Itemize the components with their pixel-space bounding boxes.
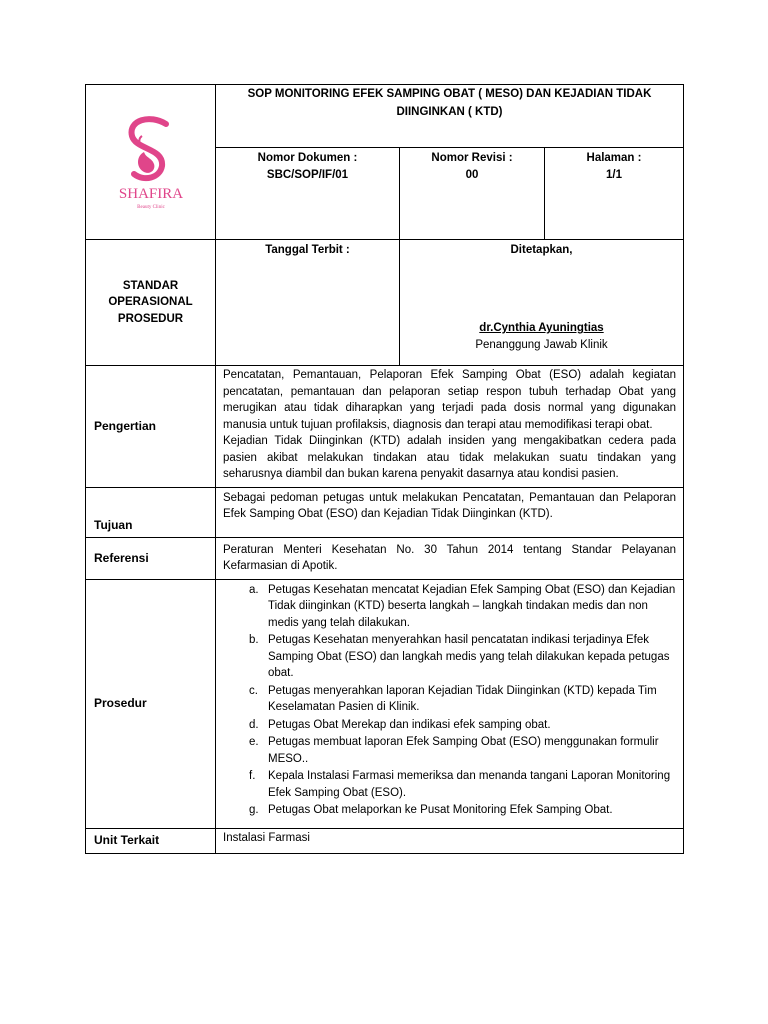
logo-cell: [86, 85, 216, 240]
prosedur-item-marker: c.: [249, 684, 258, 697]
pengertian-label: Pengertian: [86, 366, 216, 488]
prosedur-item-marker: d.: [249, 718, 259, 731]
issue-date-cell: [216, 240, 400, 366]
approver-role: Penanggung Jawab Klinik: [475, 338, 608, 351]
unit-text: Instalasi Farmasi: [216, 828, 684, 853]
svg-text:SHAFIRA: SHAFIRA: [118, 186, 183, 202]
prosedur-item-text: Petugas membuat laporan Efek Samping Obat (ESO) menggunakan formulir MESO..: [268, 736, 659, 765]
clinic-logo: [86, 112, 215, 212]
prosedur-item: [222, 632, 676, 682]
prosedur-item-marker: b.: [249, 634, 259, 646]
prosedur-list: [222, 582, 676, 819]
prosedur-item: [222, 734, 676, 767]
doc-number-value: SBC/SOP/IF/01: [266, 168, 349, 181]
prosedur-item-marker: e.: [249, 736, 259, 748]
revision-cell: [400, 148, 545, 240]
prosedur-item: [222, 683, 676, 716]
pengertian-text: [216, 366, 684, 488]
prosedur-item-marker: g.: [249, 804, 259, 816]
approval-cell: [400, 240, 684, 366]
approval-label: Ditetapkan,: [510, 244, 573, 256]
prosedur-label: Prosedur: [86, 579, 216, 828]
prosedur-item-text: Petugas menyerahkan laporan Kejadian Tidak Diinginkan (KTD) kepada Tim Keselamatan Pasien di Klinik.: [268, 684, 657, 713]
page-cell: [545, 148, 684, 240]
prosedur-item: [222, 768, 676, 801]
prosedur-item-marker: a.: [249, 583, 259, 596]
prosedur-item-text: Petugas Kesehatan menyerahkan hasil pencatatan indikasi terjadinya Efek Samping Obat (ESO) dan langkah medis yang telah dilakukan kepada petugas obat.: [268, 634, 670, 679]
page-value: 1/1: [606, 168, 622, 181]
sop-title: [216, 85, 684, 148]
sop-standard-label: STANDAR OPERASIONAL PROSEDUR: [86, 240, 216, 366]
unit-label: Unit Terkait: [86, 828, 216, 853]
doc-number-cell: [216, 148, 400, 240]
shafira-logo-icon: [106, 112, 196, 212]
sop-document: [85, 84, 683, 854]
prosedur-item-text: Petugas Obat Merekap dan indikasi efek samping obat.: [268, 718, 551, 731]
doc-number-label: Nomor Dokumen :: [257, 152, 358, 164]
tujuan-label: Tujuan: [86, 487, 216, 537]
svg-text:Beauty Clinic: Beauty Clinic: [136, 205, 165, 210]
prosedur-item-text: Kepala Instalasi Farmasi memeriksa dan menanda tangani Laporan Monitoring Efek Samping Obat (ESO).: [268, 770, 671, 799]
referensi-text: Peraturan Menteri Kesehatan No. 30 Tahun 2014 tentang Standar Pelayanan Kefarmasian di Apotik.: [216, 537, 684, 579]
prosedur-item: [222, 717, 676, 734]
sop-table: [85, 84, 684, 854]
prosedur-item: [222, 802, 676, 819]
revision-value: 00: [465, 168, 479, 181]
sop-title-line2: DIINGINKAN ( KTD): [396, 105, 503, 118]
page-label: Halaman :: [586, 152, 642, 164]
revision-label: Nomor Revisi :: [431, 152, 513, 164]
prosedur-list-cell: [216, 579, 684, 828]
prosedur-item-text: Petugas Obat melaporkan ke Pusat Monitoring Efek Samping Obat.: [268, 804, 613, 816]
referensi-label: Referensi: [86, 537, 216, 579]
tujuan-text: Sebagai pedoman petugas untuk melakukan Pencatatan, Pemantauan dan Pelaporan Efek Samping Obat (ESO) dan Kejadian Tidak Diinginkan (KTD).: [216, 487, 684, 537]
pengertian-paragraph-1: Pencatatan, Pemantauan, Pelaporan Efek Samping Obat (ESO) adalah kegiatan pencatatan, pemantauan dan pelaporan setiap respon tubuh terhadap Obat yang merugikan atau tidak diharapkan yang terjadi pada dosis normal yang digunakan manusia untuk tujuan profilaksis, diagnosis dan terapi atau memodifikasi terapi obat.: [223, 369, 676, 431]
prosedur-item-marker: f.: [249, 770, 256, 782]
approver-block: [400, 320, 683, 353]
sop-title-line1: SOP MONITORING EFEK SAMPING OBAT ( MESO) DAN KEJADIAN TIDAK: [247, 88, 652, 100]
issue-date-label: Tanggal Terbit :: [265, 244, 350, 256]
prosedur-item: [222, 582, 676, 632]
prosedur-item-text: Petugas Kesehatan mencatat Kejadian Efek Samping Obat (ESO) dan Kejadian Tidak diinginkan (KTD) beserta langkah – langkah tindakan medis dan non medis yang telah dilakukan.: [268, 583, 676, 629]
approver-name: dr.Cynthia Ayuningtias: [479, 322, 604, 334]
pengertian-paragraph-2: Kejadian Tidak Diinginkan (KTD) adalah insiden yang mengakibatkan cedera pada pasien akibat melakukan tindakan atau tidak melakukan suatu tindakan yang seharusnya diambil dan bukan karena penyakit dasarnya atau kondisi pasien.: [223, 435, 676, 480]
